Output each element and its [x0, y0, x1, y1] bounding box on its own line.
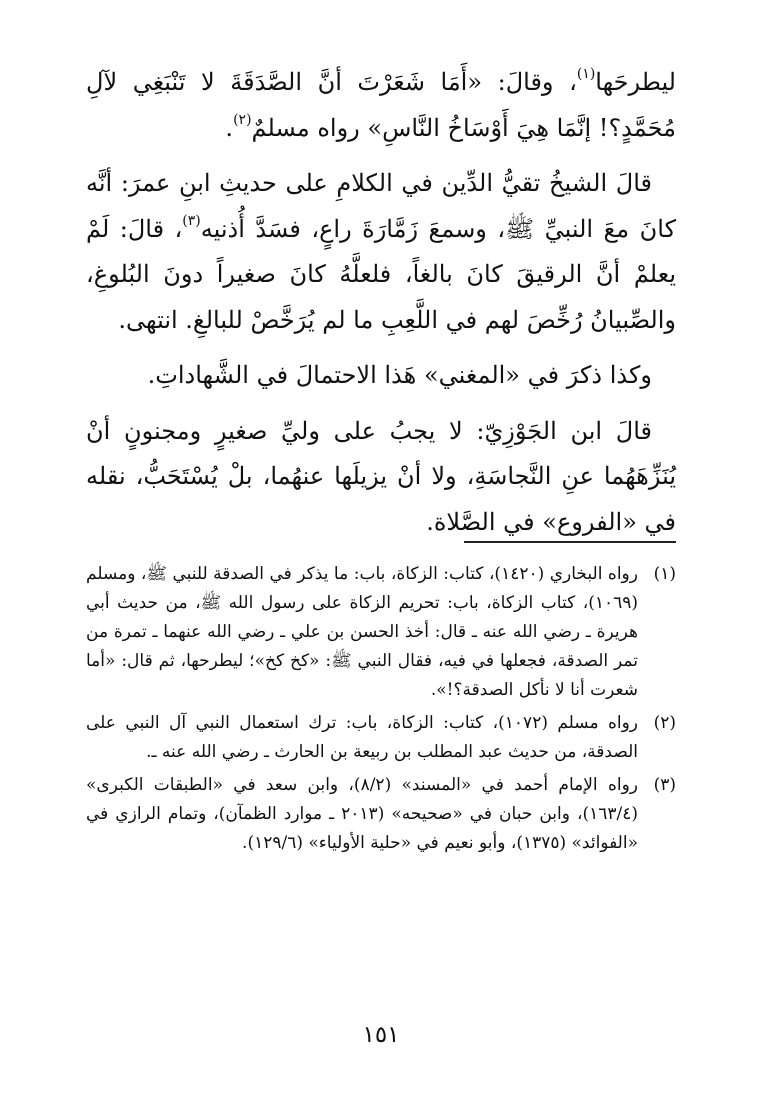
footnote-ref-3: (٣): [182, 212, 201, 229]
paragraph-2-part-2: ، قالَ: لَمْ يعلمْ أنَّ الرقيقَ كانَ بالغاً، فلعلَّهُ كانَ صغيراً دونَ البُلوغِ، والصِّبيانُ رُخِّصَ لهم في اللَّعِبِ ما لم يُرَخَّصْ للبالغِ. انتهى.: [86, 214, 676, 334]
footnote-divider: [464, 541, 676, 543]
main-text: [86, 60, 676, 545]
footnote-2-text: رواه مسلم (١٠٧٢)، كتاب: الزكاة، باب: ترك استعمال النبي آل النبي على الصدقة، من حديث عبد المطلب بن ربيعة بن الحارث ـ رضي الله عنه ـ.: [86, 713, 638, 762]
footnote-3: [86, 771, 676, 858]
paragraph-1-part-1: ليطرحَها: [595, 68, 676, 96]
footnote-2-number: (٢): [653, 713, 676, 733]
footnote-3-text: رواه الإمام أحمد في «المسند» (٨/٢)، وابن سعد في «الطبقات الكبرى» (١٦٣/٤)، وابن حبان في «صحيحه» (٢٠١٣ ـ موارد الظمآن)، وتمام الرازي في «الفوائد» (١٣٧٥)، وأبو نعيم في «حلية الأولياء» (١٢٩/٦).: [86, 775, 639, 853]
footnotes: [86, 560, 676, 862]
paragraph-1-part-2: ، وقالَ: «أَمَا شَعَرْتَ أنَّ الصَّدَقَةَ لا تَنْبَغِي لآلِ مُحَمَّدٍ؟! إنَّمَا هِيَ أَوْسَاخُ النَّاسِ» رواه مسلمٌ: [86, 68, 676, 142]
footnote-ref-1: (١): [576, 66, 596, 82]
footnote-1-text: رواه البخاري (١٤٢٠)، كتاب: الزكاة، باب: ما يذكر في الصدقة للنبي ﷺ، ومسلم (١٠٦٩)، كتاب الزكاة، باب: تحريم الزكاة على رسول الله ﷺ، من حديث أبي هريرة ـ رضي الله عنه ـ قال: أخذ الحسن بن علي ـ رضي الله عنهما ـ تمرة من تمر الصدقة، فجعلها في فيه، فقال النبي ﷺ: «كخ كخ»؛ ليطرحها، ثم قال: «أما شعرت أنا لا نأكل الصدقة؟!».: [86, 564, 638, 700]
paragraph-2-part-1: قالَ الشيخُ تقيُّ الدِّين في الكلامِ على حديثِ ابنِ عمرَ: أنَّه كانَ معَ النبيِّ ﷺ، وسمعَ زَمَّارَةَ راعٍ، فسَدَّ أُذنيه: [86, 169, 676, 243]
paragraph-2: [86, 161, 676, 343]
footnote-1: [86, 560, 676, 705]
footnote-1-number: (١): [653, 564, 676, 584]
paragraph-1: [86, 60, 676, 151]
paragraph-3: وكذا ذكرَ في «المغني» هَذا الاحتمالَ في الشَّهاداتِ.: [147, 361, 652, 389]
footnote-2: [86, 709, 676, 767]
paragraph-1-part-3: .: [225, 113, 234, 142]
footnote-ref-2: (٢): [233, 111, 252, 128]
page-number: ١٥١: [362, 1022, 400, 1048]
paragraph-4: قالَ ابن الجَوْزِيّ: لا يجبُ على وليِّ صغيرٍ ومجنونٍ أنْ يُنَزِّهَهُما عنِ النَّجاسَةِ، ولا أنْ يزيلَها عنهُما، بلْ يُسْتَحَبُّ، نقله في «الفروع» في الصَّلاة.: [86, 416, 676, 536]
book-page: [86, 60, 676, 1060]
footnote-3-number: (٣): [653, 775, 676, 795]
